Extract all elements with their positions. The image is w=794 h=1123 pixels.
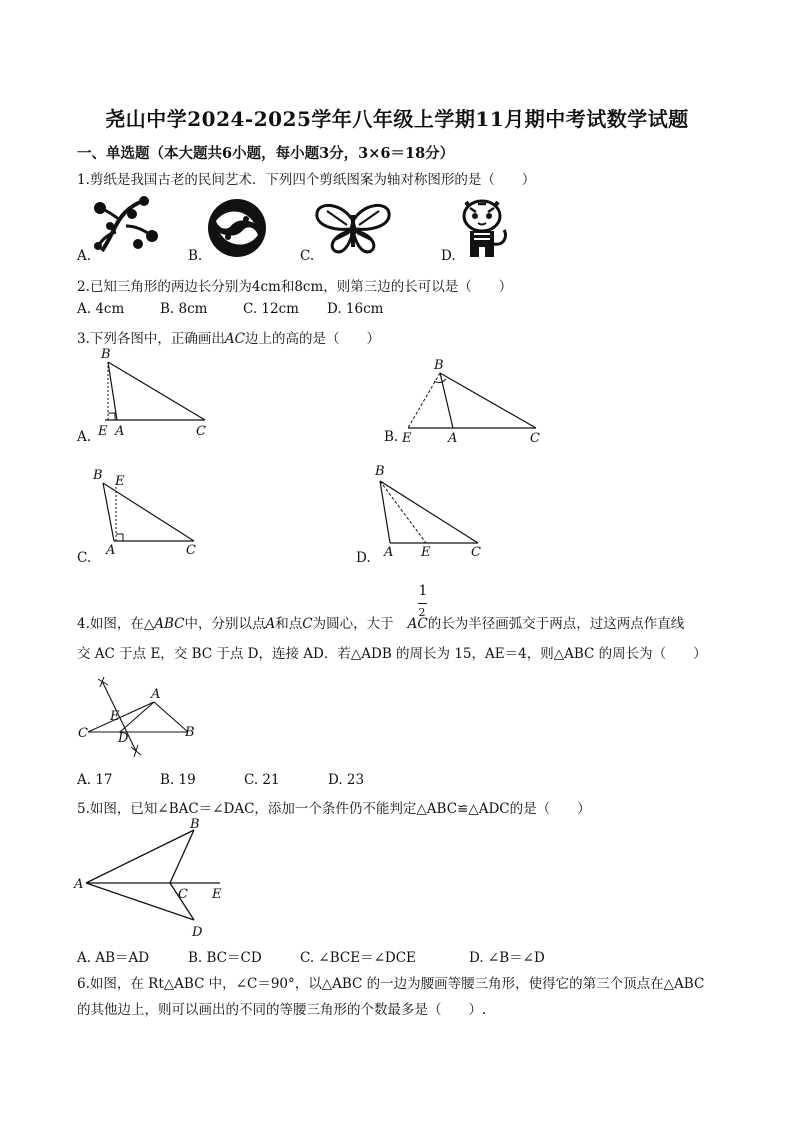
q5-label-e: E [212, 887, 222, 902]
q3b-label-a: A [448, 431, 458, 446]
q5-label-b: B [190, 817, 200, 832]
question-1-stem: 1.剪纸是我国古老的民间艺术．下列四个剪纸图案为轴对称图形的是（ ） [77, 172, 536, 188]
q4-fraction-bar [418, 603, 427, 604]
q3c-label-b: B [93, 468, 103, 483]
q4-option-c: C. 21 [244, 772, 280, 788]
q2-option-b: B. 8cm [160, 301, 208, 317]
q5-figure [72, 815, 242, 940]
papercut-tiger-icon [452, 196, 512, 260]
q3a-label-c: C [196, 424, 206, 439]
q3-figure-b [398, 355, 548, 447]
question-3-stem: 3.下列各图中，正确画出AC边上的高的是（ ） [77, 331, 380, 347]
q3d-label-b: B [375, 464, 385, 479]
q5-option-c: C. ∠BCE＝∠DCE [300, 950, 416, 966]
q4-label-c: C [78, 726, 88, 741]
q3a-label-a: A [115, 424, 125, 439]
section-heading: 一、单选题（本大题共6小题，每小题3分，3×6＝18分） [77, 145, 455, 162]
q1-option-c: C. [300, 248, 315, 264]
q4-label-b: B [185, 725, 195, 740]
question-2-stem: 2.已知三角形的两边长分别为4cm和8cm，则第三边的长可以是（ ） [77, 279, 513, 295]
q3-figure-d [370, 460, 490, 560]
q3c-label-e: E [115, 474, 125, 489]
q5-label-d: D [192, 925, 203, 940]
q3-figure-c [90, 465, 210, 557]
q3b-label-e: E [402, 431, 412, 446]
question-6-line-1: 6.如图，在 Rt△ABC 中，∠C＝90°，以△ABC 的一边为腰画等腰三角形，使得它的第三个顶点在△ABC [77, 976, 705, 992]
q4-option-d: D. 23 [328, 772, 365, 788]
q4-label-d: D [118, 731, 129, 746]
q4-option-a: A. 17 [77, 772, 113, 788]
papercut-butterfly-icon [313, 201, 393, 256]
q5-option-a: A. AB＝AD [77, 950, 150, 966]
q4-label-e: E [110, 709, 120, 724]
q4-fraction-denominator: 2 [418, 606, 426, 619]
papercut-fish-icon [206, 197, 268, 259]
q5-label-c: C [178, 887, 188, 902]
page-title: 尧山中学2024-2025学年八年级上学期11月期中考试数学试题 [105, 107, 689, 131]
q3d-label-a: A [384, 545, 394, 560]
q3c-label-c: C [186, 543, 196, 558]
q3-option-d: D. [356, 550, 371, 566]
q3-figure-a [95, 345, 215, 440]
q2-option-c: C. 12cm [243, 301, 299, 317]
q4-figure [78, 675, 203, 755]
q5-label-a: A [74, 877, 84, 892]
question-6-line-2: 的其他边上，则可以画出的不同的等腰三角形的个数最多是（ ）. [77, 1002, 487, 1018]
q1-option-d: D. [441, 248, 456, 264]
q3b-label-b: B [434, 358, 444, 373]
q4-option-b: B. 19 [160, 772, 196, 788]
q1-option-b: B. [188, 248, 203, 264]
q2-option-d: D. 16cm [327, 301, 384, 317]
q5-option-b: B. BC＝CD [188, 950, 262, 966]
q3d-label-e: E [421, 545, 431, 560]
question-4-line-1: 4.如图，在△ABC中，分别以点A和点C为圆心，大于 AC的长为半径画弧交于两点，过这两点作直线 [77, 616, 685, 632]
q3d-label-c: C [471, 545, 481, 560]
q3-option-a: A. [77, 429, 92, 445]
q5-option-d: D. ∠B＝∠D [469, 950, 545, 966]
q4-label-a: A [151, 687, 161, 702]
q3a-label-b: B [101, 347, 111, 362]
papercut-plum-icon [92, 196, 162, 256]
q3a-label-e: E [98, 424, 108, 439]
question-4-line-2: 交 AC 于点 E，交 BC 于点 D，连接 AD．若△ADB 的周长为 15，AE＝4，则△ABC 的周长为（ ） [77, 646, 707, 662]
q4-fraction-numerator: 1 [418, 583, 428, 599]
q3-option-b: B. [384, 429, 399, 445]
q3b-label-c: C [530, 431, 540, 446]
q1-option-a: A. [77, 248, 92, 264]
q3c-label-a: A [106, 543, 116, 558]
question-5-stem: 5.如图，已知∠BAC＝∠DAC，添加一个条件仍不能判定△ABC≌△ADC的是（ ） [77, 801, 591, 817]
q3-option-c: C. [77, 550, 92, 566]
q2-option-a: A. 4cm [77, 301, 125, 317]
